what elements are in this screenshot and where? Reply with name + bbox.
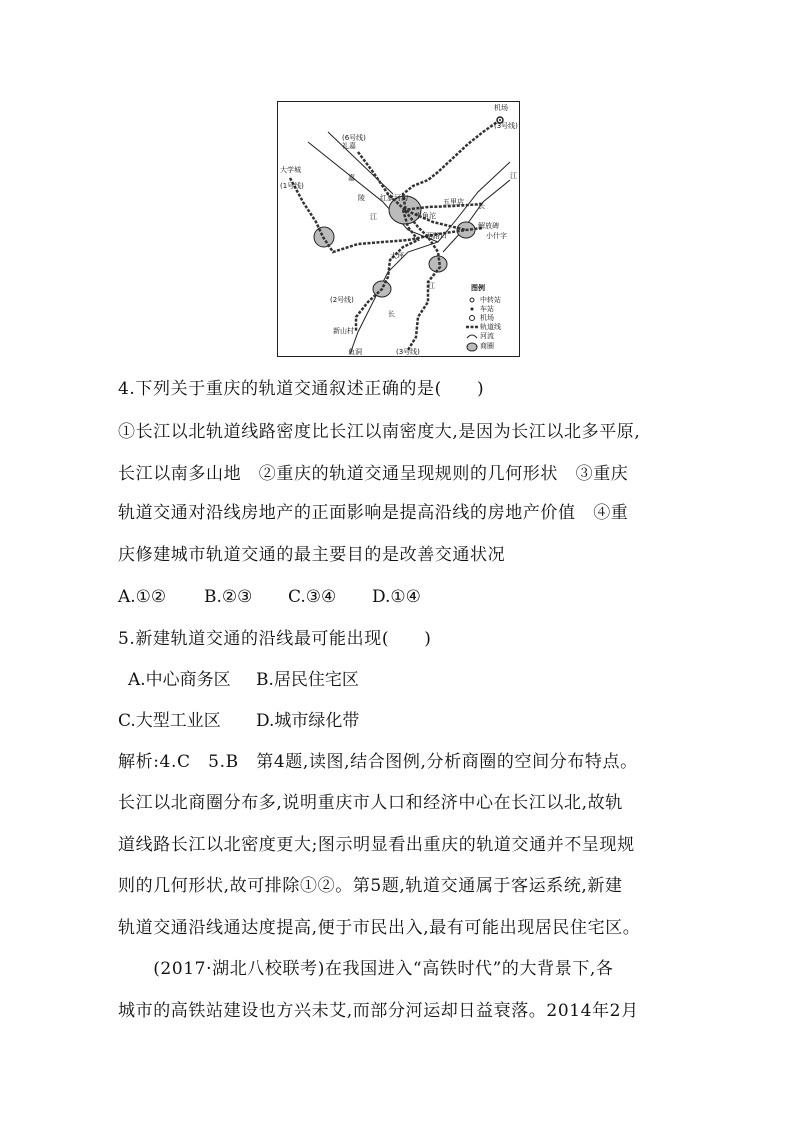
yangtze-river-bank (443, 180, 510, 252)
legend-item: 河流 (480, 332, 494, 340)
map-label-daxuecheng: 大学城 (280, 166, 301, 174)
passage-line: (2017·湖北八校联考)在我国进入“高铁时代”的大背景下,各 (118, 959, 614, 979)
legend-item: 中转站 (480, 296, 501, 304)
question4-body-line: 长江以南多山地 ②重庆的轨道交通呈现规则的几何形状 ③重庆 (118, 464, 629, 484)
chongqing-rail-map (277, 101, 520, 357)
legend-title: 图例 (471, 284, 485, 292)
question4-option-b: B.②③ (204, 587, 253, 607)
question4-option-c: C.③④ (288, 587, 337, 607)
map-label-jiang3: 江 (428, 282, 435, 290)
map-label-xiaoshizi: 小什字 (486, 232, 507, 240)
map-label-ling: 陵 (358, 194, 365, 202)
question4-body-line: ①长江以北轨道线路密度比长江以南密度大,是因为长江以北多平原, (118, 422, 641, 442)
map-label-chang2: 长 (388, 310, 395, 318)
passage-line: 城市的高铁站建设也方兴未艾,而部分河运却日益衰落。2014年2月 (118, 1001, 639, 1021)
map-label-jiefangbei: 解放碑 (478, 222, 499, 230)
legend-item: 车站 (480, 305, 494, 313)
analysis-line: 解析:4.C 5.B 第4题,读图,结合图例,分析商圈的空间分布特点。 (118, 752, 638, 772)
question5-option-a: A.中心商务区 (128, 670, 231, 690)
map-label-line2: (2号线) (330, 296, 354, 304)
map-label-lijia: 礼嘉 (342, 142, 356, 150)
question4-body-line: 轨道交通对沿线房地产的正面影响是提高沿线的房地产价值 ④重 (118, 503, 629, 523)
legend-item: 轨道线 (480, 323, 501, 331)
map-label-wulidian: 五里店 (443, 198, 464, 206)
analysis-line: 则的几何形状,故可排除①②。第5题,轨道交通属于客运系统,新建 (118, 876, 623, 896)
map-label-daping: 大坪 (390, 252, 404, 260)
map-label-line3-bottom: (3号线) (396, 348, 420, 356)
map-label-yudong: 鱼洞 (348, 348, 362, 356)
map-label-line3-top: (3号线) (494, 122, 518, 130)
map-label-jiang1: 江 (370, 213, 377, 221)
map-label-chang1: 长 (478, 202, 485, 210)
legend-item: 机场 (480, 314, 494, 322)
legend-item: 商圈 (480, 342, 494, 350)
map-label-jiang2: 江 (510, 172, 517, 180)
question5-option-d: D.城市绿化带 (256, 711, 360, 731)
question5-stem: 5.新建轨道交通的沿线最可能出现( ) (118, 629, 432, 649)
map-label-xinshancun: 新山村 (333, 327, 354, 335)
map-label-lianglukou: 两路口 (426, 232, 447, 240)
rail-line-2 (356, 210, 418, 332)
jialing-river (308, 142, 438, 242)
analysis-line: 长江以北商圈分布多,说明重庆市人口和经济中心在长江以北,故轨 (118, 793, 623, 813)
question5-option-b: B.居民住宅区 (256, 670, 359, 690)
map-label-airport: 机场 (494, 104, 508, 112)
question4-option-d: D.①④ (372, 587, 421, 607)
analysis-line: 轨道交通沿线通达度提高,便于市民出入,最有可能出现居民住宅区。 (118, 918, 641, 938)
map-label-niujiaotuo: 牛角沱 (415, 212, 436, 220)
analysis-line: 道线路长江以北密度更大;图示明显看出重庆的轨道交通并不呈现规 (118, 835, 635, 855)
question4-stem: 4.下列关于重庆的轨道交通叙述正确的是( ) (118, 379, 485, 399)
question4-option-a: A.①② (118, 587, 167, 607)
map-label-line6: (6号线) (342, 134, 366, 142)
map-label-line1: (1号线) (280, 182, 304, 190)
map-label-jia: 嘉 (348, 174, 355, 182)
question5-option-c: C.大型工业区 (118, 711, 221, 731)
question4-body-line: 庆修建城市轨道交通的最主要目的是改善交通状况 (118, 545, 506, 565)
legend-symbols (466, 298, 478, 351)
map-label-hongqihegou: 红旗河沟 (380, 194, 408, 202)
